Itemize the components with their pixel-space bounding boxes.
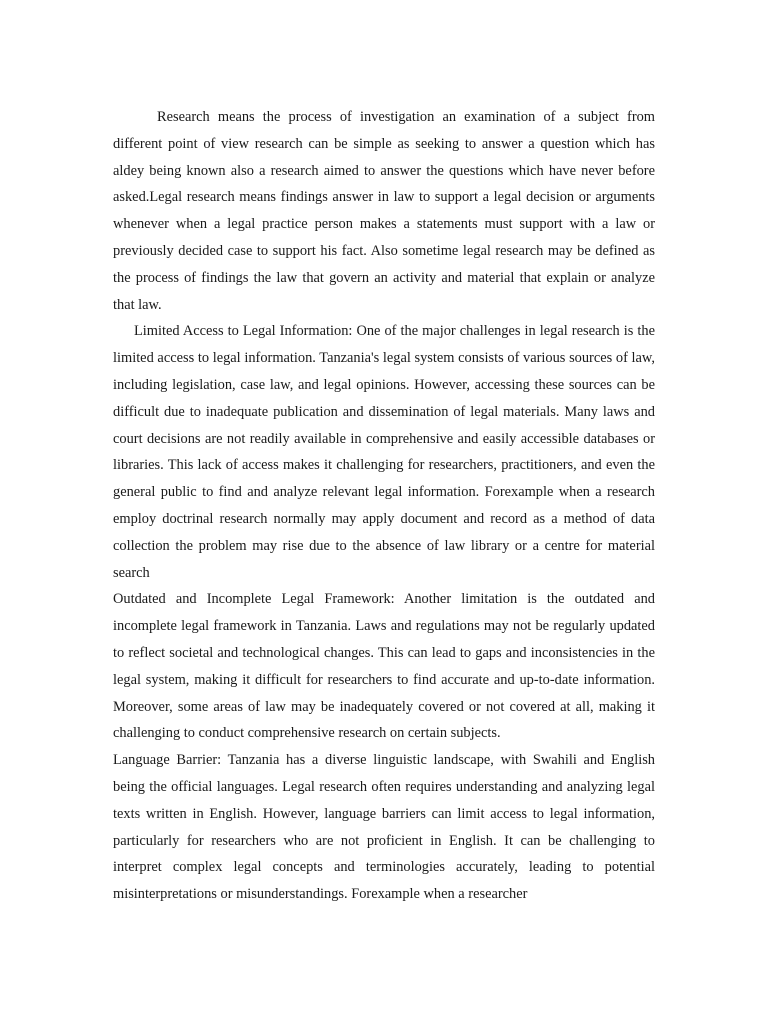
paragraph-outdated-framework: Outdated and Incomplete Legal Framework: Another limitation is the outdated and incomplete legal framework in Tanzania. Laws and regulations may not be regularly updated to reflect societal and technological changes. This can lead to gaps and inconsistencies in the legal system, making it difficult for researchers to find accurate and up-to-date information. Moreover, some areas of law may be inadequately covered or not covered at all, making it challenging to conduct comprehensive research on certain subjects. <box>113 591 655 742</box>
paragraph-limited-access: Limited Access to Legal Information: One of the major challenges in legal research is the limited access to legal information. Tanzania's legal system consists of various sources of law, including legislation, case law, and legal opinions. However, accessing these sources can be difficult due to inadequate publication and dissemination of legal materials. Many laws and court decisions are not readily available in comprehensive and easily accessible databases or libraries. This lack of access makes it challenging for researchers, practitioners, and even the general public to find and analyze relevant legal information. Forexample when a research employ doctrinal research normally may apply document and record as a method of data collection the problem may rise due to the absence of law library or a centre for material search <box>113 323 655 581</box>
paragraph-research-definition: Research means the process of investigation an examination of a subject from different point of view research can be simple as seeking to answer a question which has aldey being known also a research aimed to answer the questions which have never before asked.Legal research means findings answer in law to support a legal decision or arguments whenever when a legal practice person makes a statements must support with a law or previously decided case to support his fact. Also sometime legal research may be defined as the process of findings the law that govern an activity and material that explain or analyze that law. <box>113 109 655 313</box>
document-body <box>113 104 655 908</box>
paragraph-language-barrier: Language Barrier: Tanzania has a diverse linguistic landscape, with Swahili and English being the official languages. Legal research often requires understanding and analyzing legal texts written in English. However, language barriers can limit access to legal information, particularly for researchers who are not proficient in English. It can be challenging to interpret complex legal concepts and terminologies accurately, leading to potential misinterpretations or misunderstandings. Forexample when a researcher <box>113 752 655 903</box>
